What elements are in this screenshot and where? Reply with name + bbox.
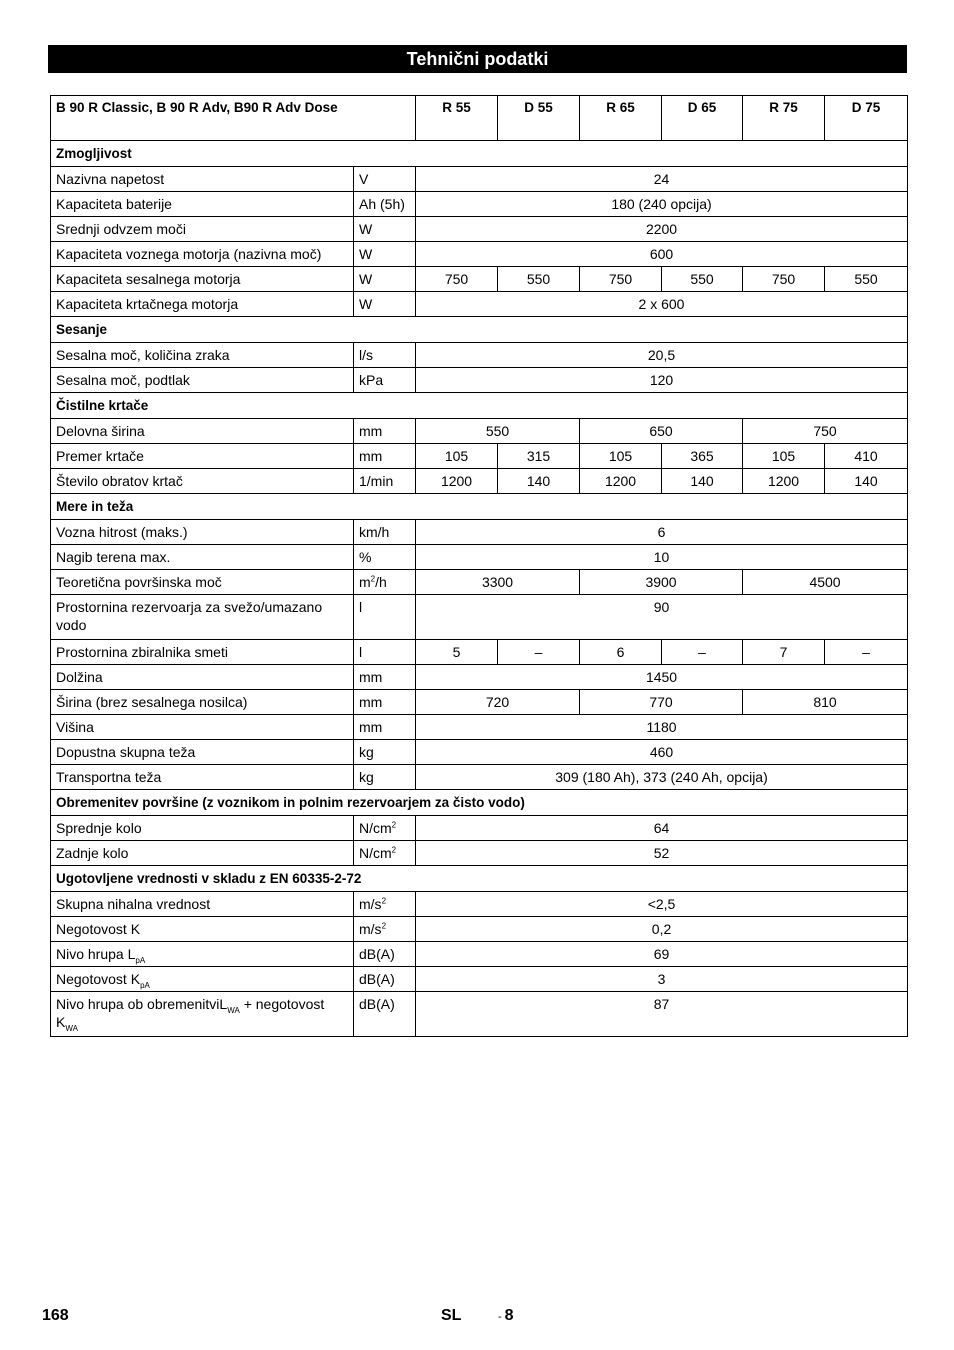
unit-cell: [354, 520, 416, 545]
separator-dash: -: [498, 1311, 502, 1323]
table-row: [51, 640, 908, 665]
unit-cell: [354, 368, 416, 393]
value-cell: 69: [416, 942, 908, 967]
value-cell: 120: [416, 368, 908, 393]
label-text: Srednji odvzem moči: [56, 221, 186, 237]
unit-cell: [354, 816, 416, 841]
label-text: Premer krtače: [56, 448, 144, 464]
label-text: Višina: [56, 719, 94, 735]
unit-cell: [354, 419, 416, 444]
value-cell: 6: [416, 520, 908, 545]
unit-cell: [354, 167, 416, 192]
page-number: 168: [42, 1307, 69, 1324]
parameter-label: [51, 992, 354, 1037]
value-cell: 140: [498, 469, 580, 494]
value-cell: 750: [416, 267, 498, 292]
unit-text: N/cm: [359, 820, 392, 836]
value-cell: 1200: [743, 469, 825, 494]
value-cell: 810: [743, 690, 908, 715]
label-text: Kapaciteta sesalnega motorja: [56, 271, 241, 287]
unit-cell: [354, 665, 416, 690]
parameter-label: [51, 765, 354, 790]
value-cell: 1450: [416, 665, 908, 690]
table-row: [51, 444, 908, 469]
parameter-label: [51, 267, 354, 292]
value-cell: 5: [416, 640, 498, 665]
value-cell: 140: [825, 469, 908, 494]
value-cell: 105: [743, 444, 825, 469]
parameter-label: [51, 242, 354, 267]
unit-text: l: [359, 599, 363, 615]
unit-text: kg: [359, 744, 374, 760]
value-cell: 4500: [743, 570, 908, 595]
unit-text-continued: /h: [375, 574, 387, 590]
parameter-label: [51, 816, 354, 841]
value-cell: 410: [825, 444, 908, 469]
table-row: [51, 167, 908, 192]
unit-cell: [354, 892, 416, 917]
unit-cell: [354, 242, 416, 267]
value-cell: 460: [416, 740, 908, 765]
value-cell: 2 x 600: [416, 292, 908, 317]
unit-text: mm: [359, 669, 383, 685]
table-row: [51, 715, 908, 740]
variant-header: R 75: [743, 96, 825, 141]
unit-cell: [354, 967, 416, 992]
label-text: Transportna teža: [56, 769, 162, 785]
unit-text: m: [359, 574, 371, 590]
label-subscript: WA: [227, 1005, 240, 1015]
unit-text: 1/min: [359, 473, 394, 489]
parameter-label: [51, 570, 354, 595]
parameter-label: [51, 545, 354, 570]
unit-cell: [354, 640, 416, 665]
label-subscript: pA: [140, 980, 150, 990]
section-header-row: [51, 866, 908, 892]
section-header-row: [51, 141, 908, 167]
unit-superscript: 2: [381, 921, 387, 931]
variant-header: R 55: [416, 96, 498, 141]
variant-header: D 75: [825, 96, 908, 141]
unit-text: dB(A): [359, 996, 395, 1012]
parameter-label: [51, 841, 354, 866]
section-title: Ugotovljene vrednosti v skladu z EN 60335-2-72: [51, 866, 908, 892]
parameter-label: [51, 217, 354, 242]
value-cell: 90: [416, 595, 908, 640]
value-cell: 24: [416, 167, 908, 192]
parameter-label: [51, 740, 354, 765]
unit-cell: [354, 469, 416, 494]
parameter-label: [51, 640, 354, 665]
table-row: [51, 841, 908, 866]
value-cell: 720: [416, 690, 580, 715]
value-cell: 52: [416, 841, 908, 866]
parameter-label: [51, 715, 354, 740]
value-cell: 650: [580, 419, 743, 444]
parameter-label: [51, 419, 354, 444]
value-cell: 20,5: [416, 343, 908, 368]
section-title: Mere in teža: [51, 494, 908, 520]
value-cell: 550: [416, 419, 580, 444]
value-cell: 1180: [416, 715, 908, 740]
parameter-label: [51, 942, 354, 967]
unit-text: W: [359, 271, 373, 287]
value-cell: 750: [743, 267, 825, 292]
value-cell: <2,5: [416, 892, 908, 917]
table-row: [51, 217, 908, 242]
table-row: [51, 665, 908, 690]
page-title: Tehnični podatki: [48, 45, 907, 73]
unit-cell: [354, 444, 416, 469]
unit-superscript: 2: [370, 574, 376, 584]
table-row: [51, 267, 908, 292]
section-header-row: [51, 790, 908, 816]
unit-text: km/h: [359, 524, 390, 540]
parameter-label: [51, 368, 354, 393]
unit-cell: [354, 942, 416, 967]
unit-text: Ah (5h): [359, 196, 405, 212]
label-text: Nivo hrupa L: [56, 946, 136, 962]
unit-cell: [354, 343, 416, 368]
parameter-label: [51, 665, 354, 690]
table-row: [51, 545, 908, 570]
section-header-row: [51, 494, 908, 520]
unit-text: m/s: [359, 896, 382, 912]
label-text: Kapaciteta baterije: [56, 196, 172, 212]
unit-superscript: 2: [391, 845, 397, 855]
table-row: [51, 942, 908, 967]
value-cell: 2200: [416, 217, 908, 242]
unit-text: dB(A): [359, 971, 395, 987]
parameter-label: [51, 343, 354, 368]
label-text: Nazivna napetost: [56, 171, 165, 187]
value-cell: –: [825, 640, 908, 665]
label-subscript: WA: [65, 1023, 78, 1033]
unit-cell: [354, 595, 416, 640]
variant-header: D 55: [498, 96, 580, 141]
unit-text: mm: [359, 719, 383, 735]
value-cell: 3: [416, 967, 908, 992]
value-cell: –: [662, 640, 743, 665]
unit-text: mm: [359, 694, 383, 710]
value-cell: 105: [416, 444, 498, 469]
label-text: Zadnje kolo: [56, 845, 129, 861]
parameter-label: [51, 892, 354, 917]
table-row: [51, 740, 908, 765]
parameter-label: [51, 520, 354, 545]
label-text: Nagib terena max.: [56, 549, 171, 565]
label-text: Dolžina: [56, 669, 103, 685]
parameter-label: [51, 167, 354, 192]
unit-text: V: [359, 171, 369, 187]
value-cell: 180 (240 opcija): [416, 192, 908, 217]
unit-text: kg: [359, 769, 374, 785]
value-cell: 3300: [416, 570, 580, 595]
label-text: Sesalna moč, količina zraka: [56, 347, 230, 363]
table-row: [51, 343, 908, 368]
unit-cell: [354, 545, 416, 570]
value-cell: 87: [416, 992, 908, 1037]
label-text: Negotovost K: [56, 971, 141, 987]
table-row: [51, 469, 908, 494]
value-cell: 1200: [416, 469, 498, 494]
table-row: [51, 595, 908, 640]
label-text: Vozna hitrost (maks.): [56, 524, 188, 540]
value-cell: 0,2: [416, 917, 908, 942]
value-cell: 550: [825, 267, 908, 292]
unit-superscript: 2: [381, 896, 387, 906]
table-row: [51, 419, 908, 444]
unit-text: l/s: [359, 347, 373, 363]
technical-data-table: [50, 95, 908, 1037]
label-text: Kapaciteta voznega motorja (nazivna moč): [56, 246, 322, 262]
table-row: [51, 368, 908, 393]
parameter-label: [51, 595, 354, 640]
value-cell: 550: [662, 267, 743, 292]
label-text: Sprednje kolo: [56, 820, 142, 836]
value-cell: 750: [743, 419, 908, 444]
value-cell: –: [498, 640, 580, 665]
label-text: Širina (brez sesalnega nosilca): [56, 694, 248, 710]
value-cell: 1200: [580, 469, 662, 494]
unit-text: m/s: [359, 921, 382, 937]
unit-cell: [354, 992, 416, 1037]
value-cell: 140: [662, 469, 743, 494]
label-text: Kapaciteta krtačnega motorja: [56, 296, 239, 312]
table-row: [51, 992, 908, 1037]
value-cell: 6: [580, 640, 662, 665]
unit-text: W: [359, 246, 373, 262]
value-cell: 309 (180 Ah), 373 (240 Ah, opcija): [416, 765, 908, 790]
label-text: Teoretična površinska moč: [56, 574, 222, 590]
label-text: Prostornina rezervoarja za svežo/umazano vodo: [56, 599, 323, 633]
section-page-number: 8: [504, 1307, 514, 1324]
unit-cell: [354, 690, 416, 715]
value-cell: 365: [662, 444, 743, 469]
table-row: [51, 520, 908, 545]
parameter-label: [51, 690, 354, 715]
value-cell: 10: [416, 545, 908, 570]
unit-cell: [354, 740, 416, 765]
parameter-label: [51, 192, 354, 217]
value-cell: 105: [580, 444, 662, 469]
unit-text: W: [359, 296, 373, 312]
table-row: [51, 967, 908, 992]
table-row: [51, 892, 908, 917]
unit-cell: [354, 292, 416, 317]
header-row: [51, 96, 908, 141]
label-subscript: pA: [135, 955, 146, 965]
parameter-label: [51, 917, 354, 942]
unit-cell: [354, 192, 416, 217]
label-text: Prostornina zbiralnika smeti: [56, 644, 228, 660]
value-cell: 600: [416, 242, 908, 267]
value-cell: 550: [498, 267, 580, 292]
value-cell: 7: [743, 640, 825, 665]
value-cell: 315: [498, 444, 580, 469]
value-cell: 64: [416, 816, 908, 841]
parameter-label: [51, 444, 354, 469]
label-text: Negotovost K: [56, 921, 141, 937]
value-cell: 770: [580, 690, 743, 715]
unit-cell: [354, 217, 416, 242]
label-text: Delovna širina: [56, 423, 145, 439]
label-text: Skupna nihalna vrednost: [56, 896, 211, 912]
label-text-continued: + negotovost K: [56, 996, 325, 1030]
table-row: [51, 242, 908, 267]
unit-text: %: [359, 549, 372, 565]
unit-text: dB(A): [359, 946, 395, 962]
unit-text: l: [359, 644, 363, 660]
section-page: [498, 1307, 514, 1325]
unit-cell: [354, 267, 416, 292]
table-row: [51, 917, 908, 942]
unit-text: kPa: [359, 372, 384, 388]
table-row: [51, 816, 908, 841]
unit-cell: [354, 765, 416, 790]
unit-cell: [354, 841, 416, 866]
label-text: Število obratov krtač: [56, 473, 183, 489]
label-text: Sesalna moč, podtlak: [56, 372, 190, 388]
value-cell: 3900: [580, 570, 743, 595]
unit-text: W: [359, 221, 373, 237]
parameter-label: [51, 967, 354, 992]
variant-header: R 65: [580, 96, 662, 141]
unit-text: mm: [359, 448, 383, 464]
unit-cell: [354, 715, 416, 740]
table-row: [51, 192, 908, 217]
table-row: [51, 292, 908, 317]
table-row: [51, 570, 908, 595]
unit-cell: [354, 570, 416, 595]
unit-superscript: 2: [391, 820, 397, 830]
section-title: Čistilne krtače: [51, 393, 908, 419]
parameter-label: [51, 469, 354, 494]
unit-text: mm: [359, 423, 383, 439]
unit-text: N/cm: [359, 845, 392, 861]
language-code: SL: [441, 1307, 462, 1324]
label-text: Dopustna skupna teža: [56, 744, 196, 760]
table-row: [51, 765, 908, 790]
value-cell: 750: [580, 267, 662, 292]
table-row: [51, 690, 908, 715]
label-text: Nivo hrupa ob obremenitviL: [56, 996, 228, 1012]
section-title: Zmogljivost: [51, 141, 908, 167]
parameter-label: [51, 292, 354, 317]
unit-cell: [354, 917, 416, 942]
variant-header: D 65: [662, 96, 743, 141]
section-title: Obremenitev površine (z voznikom in polnim rezervoarjem za čisto vodo): [51, 790, 908, 816]
section-header-row: [51, 393, 908, 419]
section-header-row: [51, 317, 908, 343]
model-name: B 90 R Classic, B 90 R Adv, B90 R Adv Dose: [51, 96, 416, 141]
section-title: Sesanje: [51, 317, 908, 343]
